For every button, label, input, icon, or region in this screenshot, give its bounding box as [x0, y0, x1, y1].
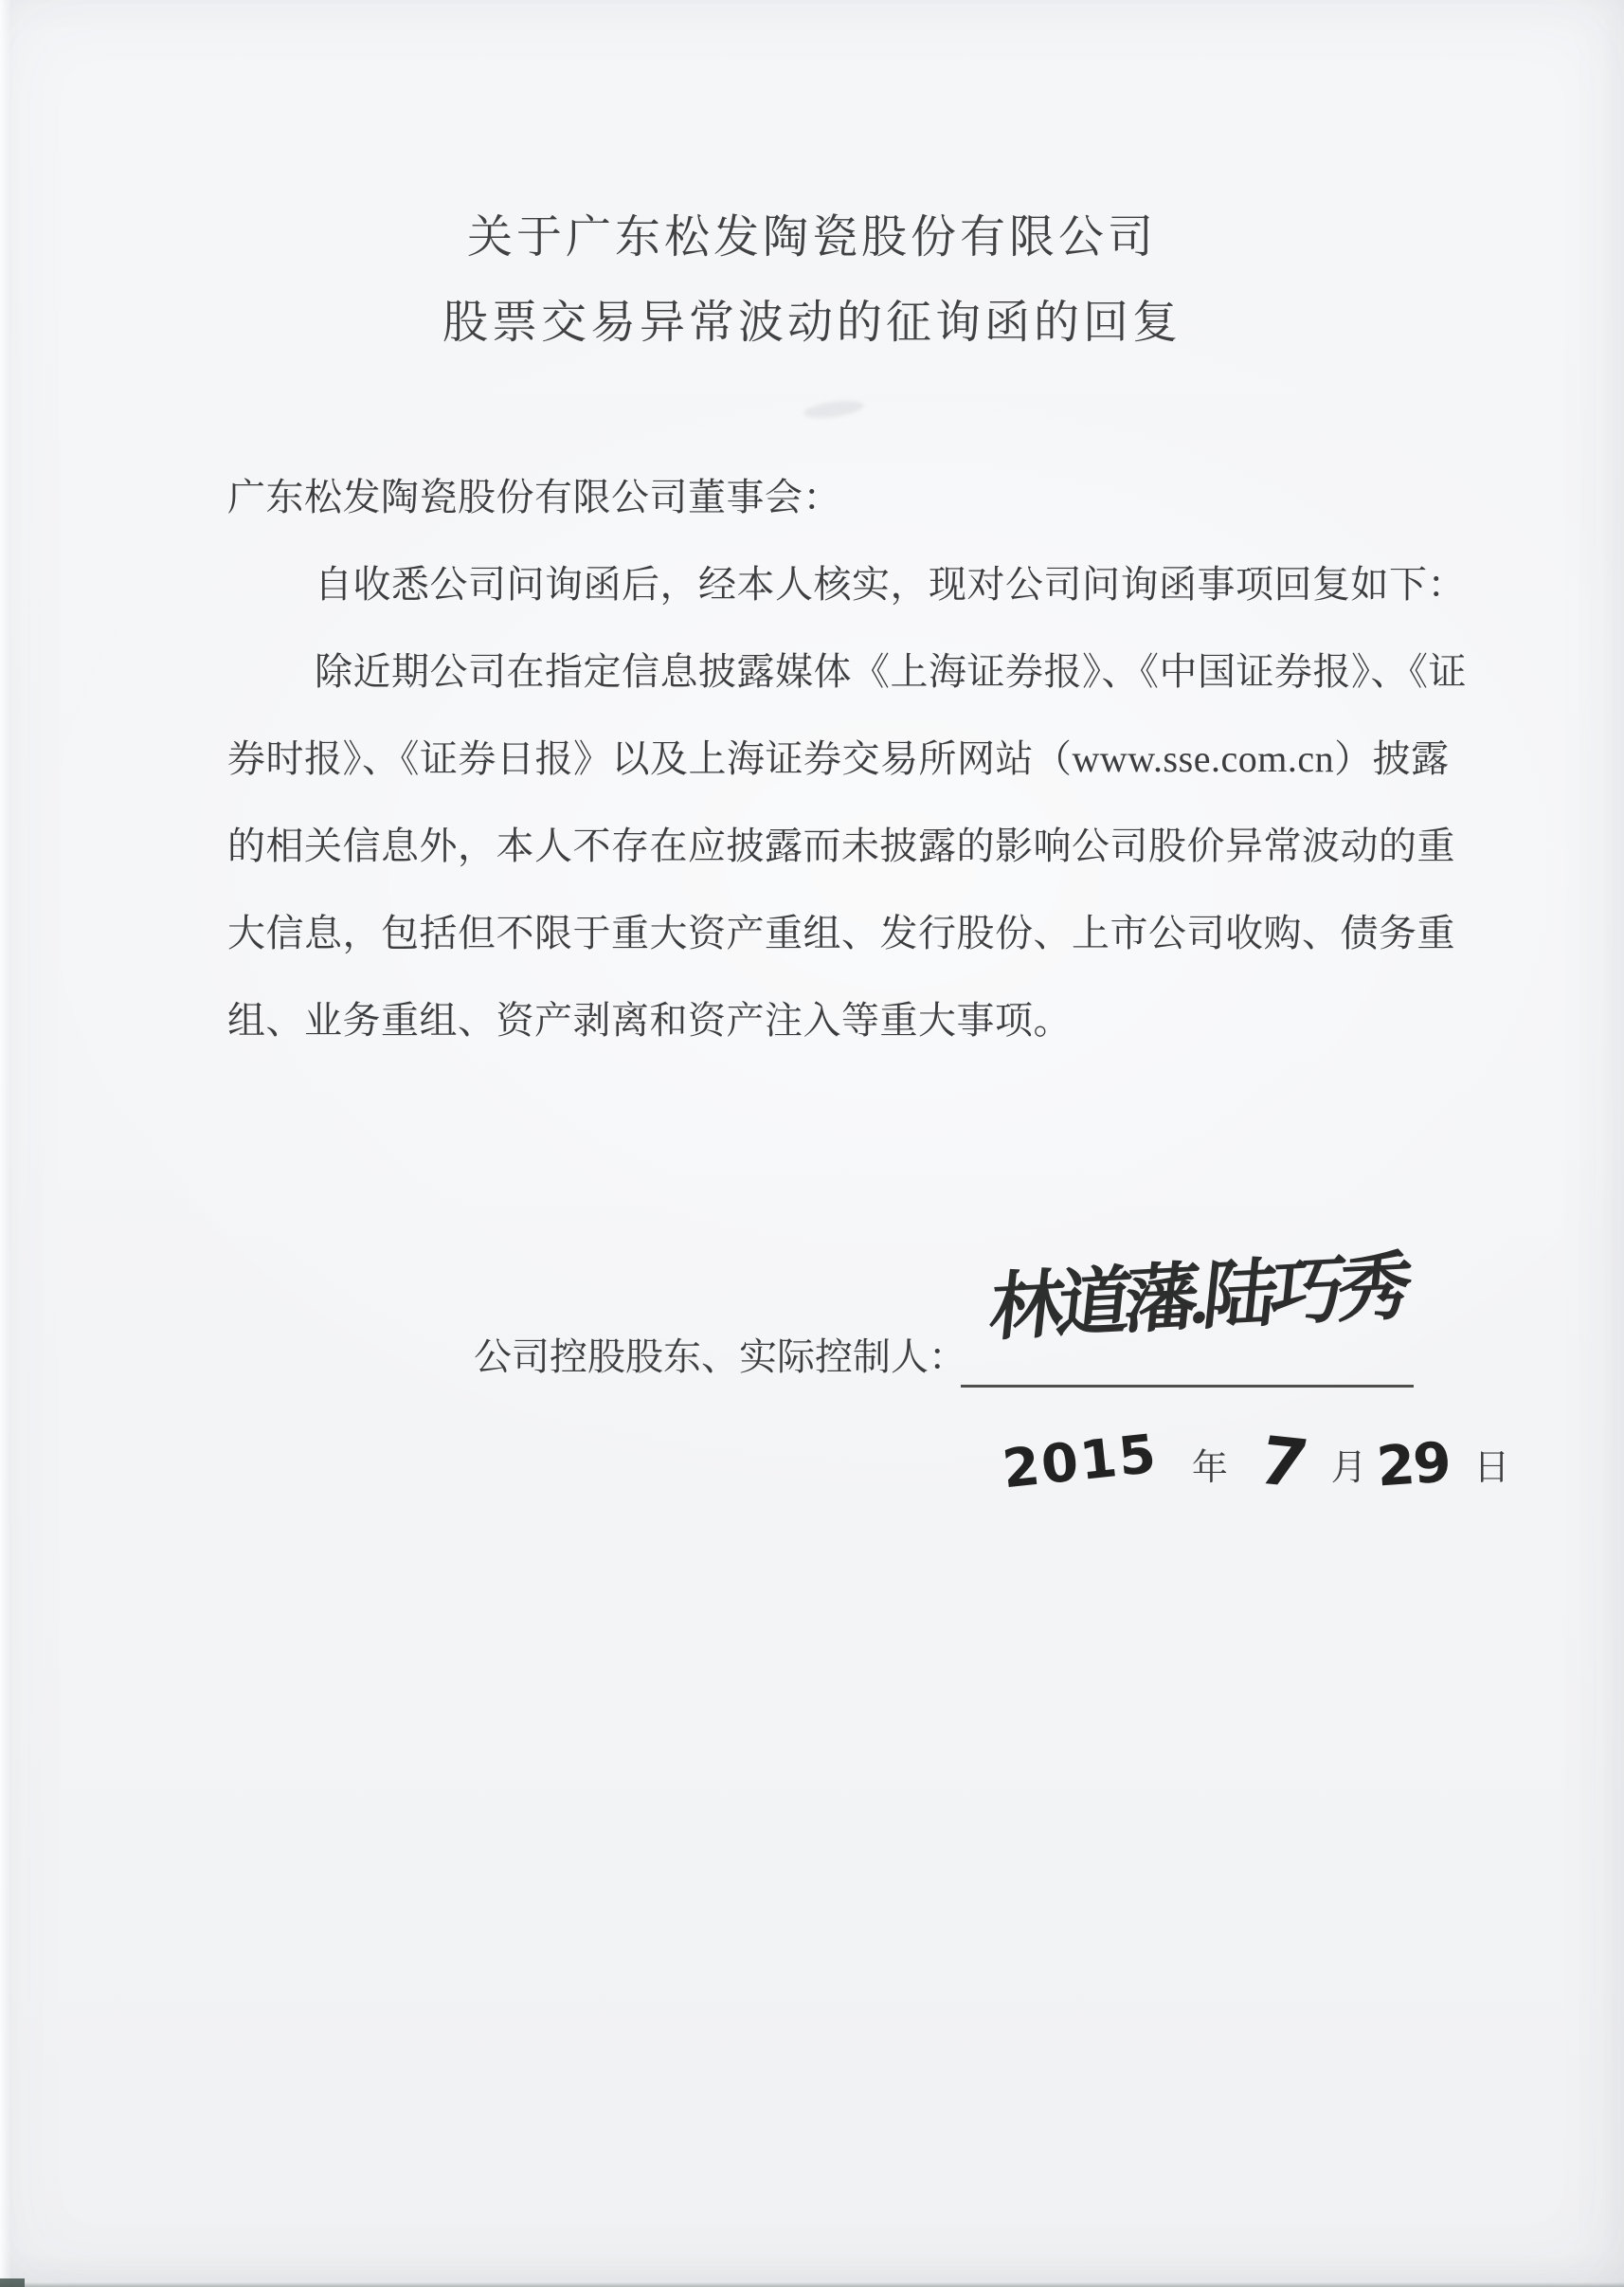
date-month-unit: 月	[1330, 1448, 1367, 1488]
signature-label: 公司控股股东、实际控制人：	[474, 1335, 966, 1378]
letter-body	[227, 454, 1467, 1064]
scan-smudge	[803, 398, 865, 422]
date-day-unit: 日	[1473, 1448, 1510, 1488]
title-line-1: 关于广东松发陶瓷股份有限公司	[466, 212, 1157, 263]
date-day-handwritten: 29	[1374, 1429, 1452, 1499]
salutation: 广东松发陶瓷股份有限公司董事会：	[227, 476, 841, 518]
scan-bottom-corner-mark	[0, 2278, 25, 2287]
date-month-handwritten: 7	[1252, 1422, 1315, 1503]
body-line: 除近期公司在指定信息披露媒体《上海证券报》、《中国证券报》、《证	[315, 650, 1467, 693]
document-title	[0, 195, 1624, 366]
date-line	[1000, 1418, 1510, 1503]
body-line: 的相关信息外，本人不存在应披露而未披露的影响公司股价异常波动的重	[227, 825, 1455, 867]
title-line-2: 股票交易异常波动的征询函的回复	[442, 298, 1182, 348]
signature-underline	[961, 1385, 1414, 1388]
body-line: 大信息，包括但不限于重大资产重组、发行股份、上市公司收购、债务重	[227, 912, 1455, 954]
date-year-handwritten: 2015	[1000, 1423, 1161, 1501]
body-line: 自收悉公司问询函后，经本人核实，现对公司问询函事项回复如下：	[315, 563, 1466, 606]
body-line: 券时报》、《证券日报》以及上海证券交易所网站（www.sse.com.cn）披露	[227, 737, 1450, 780]
scan-bottom-edge	[0, 2282, 1624, 2287]
signature-handwriting: 林道藩.陆巧秀	[985, 1244, 1410, 1350]
body-line: 组、业务重组、资产剥离和资产注入等重大事项。	[227, 999, 1072, 1042]
date-year-unit: 年	[1191, 1448, 1228, 1488]
